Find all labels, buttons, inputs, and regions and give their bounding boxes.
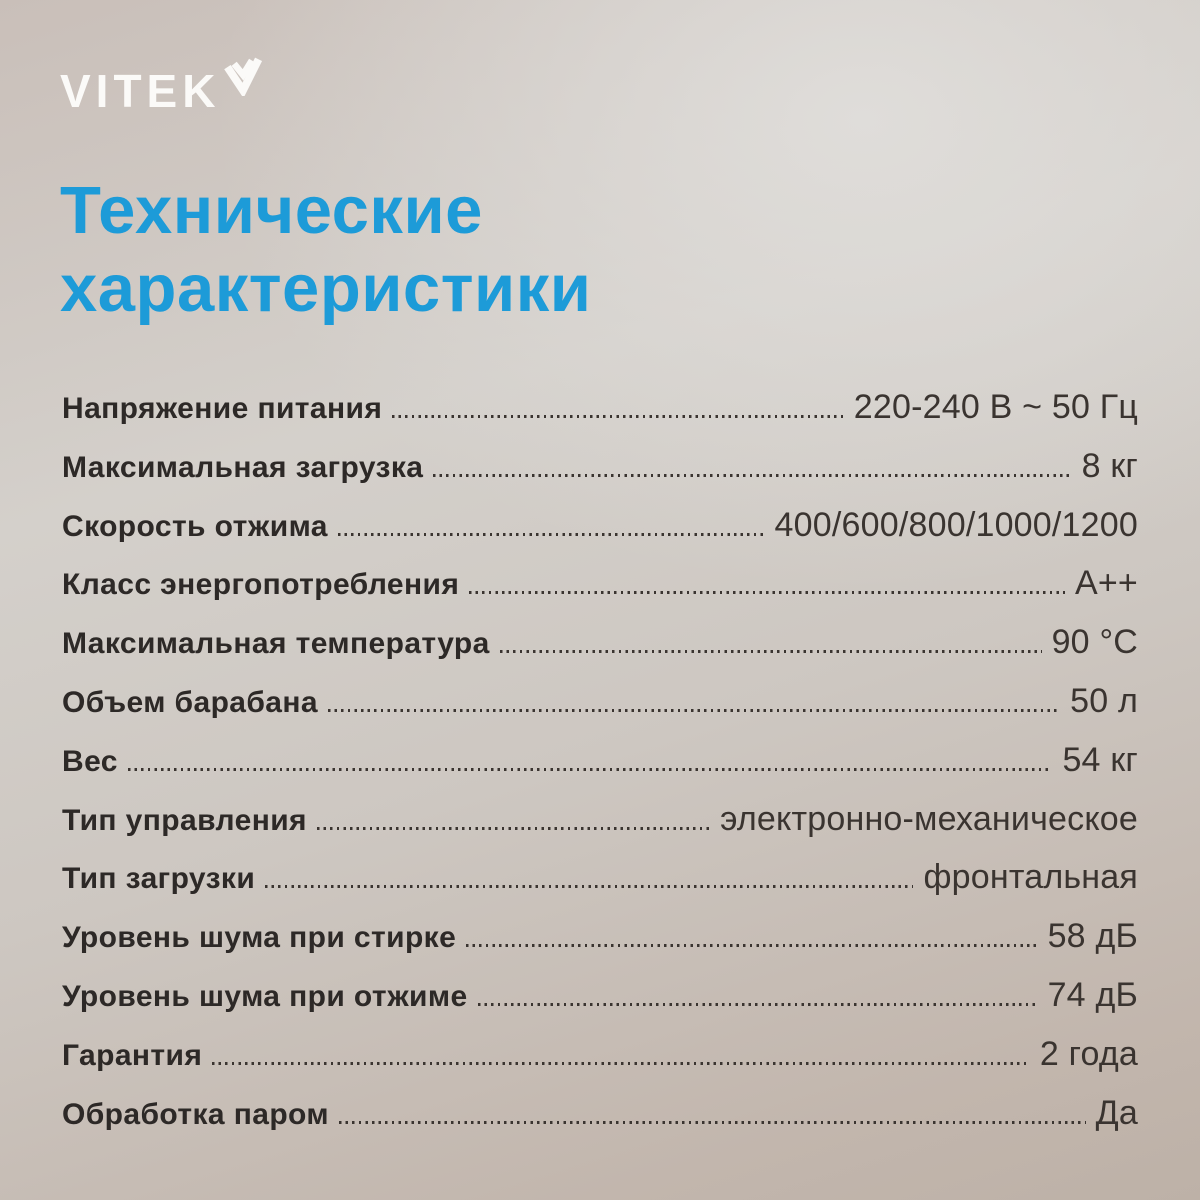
spec-row xyxy=(62,682,1138,741)
spec-label: Вес xyxy=(62,744,118,778)
spec-label: Обработка паром xyxy=(62,1097,329,1131)
page-title-line1: Технические xyxy=(60,173,483,248)
spec-label: Максимальная загрузка xyxy=(62,450,424,484)
spec-label: Гарантия xyxy=(62,1038,203,1072)
dotted-leader xyxy=(433,474,1071,477)
spec-row xyxy=(62,800,1138,859)
dotted-leader xyxy=(128,768,1053,771)
spec-value: А++ xyxy=(1075,564,1138,603)
spec-row xyxy=(62,1035,1138,1094)
spec-row xyxy=(62,858,1138,917)
spec-value: фронтальная xyxy=(923,858,1138,897)
spec-row xyxy=(62,1094,1138,1153)
spec-label: Уровень шума при отжиме xyxy=(62,979,468,1013)
spec-row xyxy=(62,506,1138,565)
spec-value: 74 дБ xyxy=(1047,975,1138,1014)
dotted-leader xyxy=(469,591,1065,594)
dotted-leader xyxy=(328,709,1060,712)
brand-logo xyxy=(60,56,262,117)
dotted-leader xyxy=(339,1121,1086,1124)
spec-value: 58 дБ xyxy=(1047,917,1138,956)
spec-row xyxy=(62,388,1138,447)
spec-row xyxy=(62,917,1138,976)
spec-value: Да xyxy=(1095,1093,1138,1132)
spec-value: электронно-механическое xyxy=(720,799,1138,838)
brand-name: VITEK xyxy=(60,65,221,117)
dotted-leader xyxy=(392,415,844,418)
spec-value: 2 года xyxy=(1039,1034,1138,1073)
dotted-leader xyxy=(338,533,765,536)
spec-value: 54 кг xyxy=(1062,740,1138,779)
spec-value: 90 °С xyxy=(1051,623,1138,662)
spec-label: Тип загрузки xyxy=(62,862,256,896)
dotted-leader xyxy=(500,650,1042,653)
spec-value: 50 л xyxy=(1070,681,1138,720)
spec-row xyxy=(62,447,1138,506)
spec-value: 220-240 В ~ 50 Гц xyxy=(853,388,1138,426)
spec-row xyxy=(62,623,1138,682)
dotted-leader xyxy=(212,1062,1030,1065)
spec-label: Класс энергопотребления xyxy=(62,568,460,602)
spec-label: Тип управления xyxy=(62,803,307,837)
vitek-double-chevron-icon xyxy=(224,56,262,96)
dotted-leader xyxy=(478,1003,1038,1006)
spec-value: 8 кг xyxy=(1081,446,1138,485)
spec-row xyxy=(62,741,1138,800)
spec-row xyxy=(62,564,1138,623)
spec-label: Напряжение питания xyxy=(62,392,383,425)
spec-label: Объем барабана xyxy=(62,685,319,719)
dotted-leader xyxy=(466,944,1037,947)
dotted-leader xyxy=(265,885,913,888)
page-title-line2: характеристики xyxy=(60,251,592,327)
page-title xyxy=(60,172,591,329)
dotted-leader xyxy=(317,827,710,830)
spec-value: 400/600/800/1000/1200 xyxy=(774,505,1138,544)
spec-list xyxy=(62,388,1138,1152)
spec-row xyxy=(62,976,1138,1035)
spec-label: Скорость отжима xyxy=(62,509,328,543)
spec-label: Максимальная температура xyxy=(62,627,490,661)
spec-label: Уровень шума при стирке xyxy=(62,921,457,955)
